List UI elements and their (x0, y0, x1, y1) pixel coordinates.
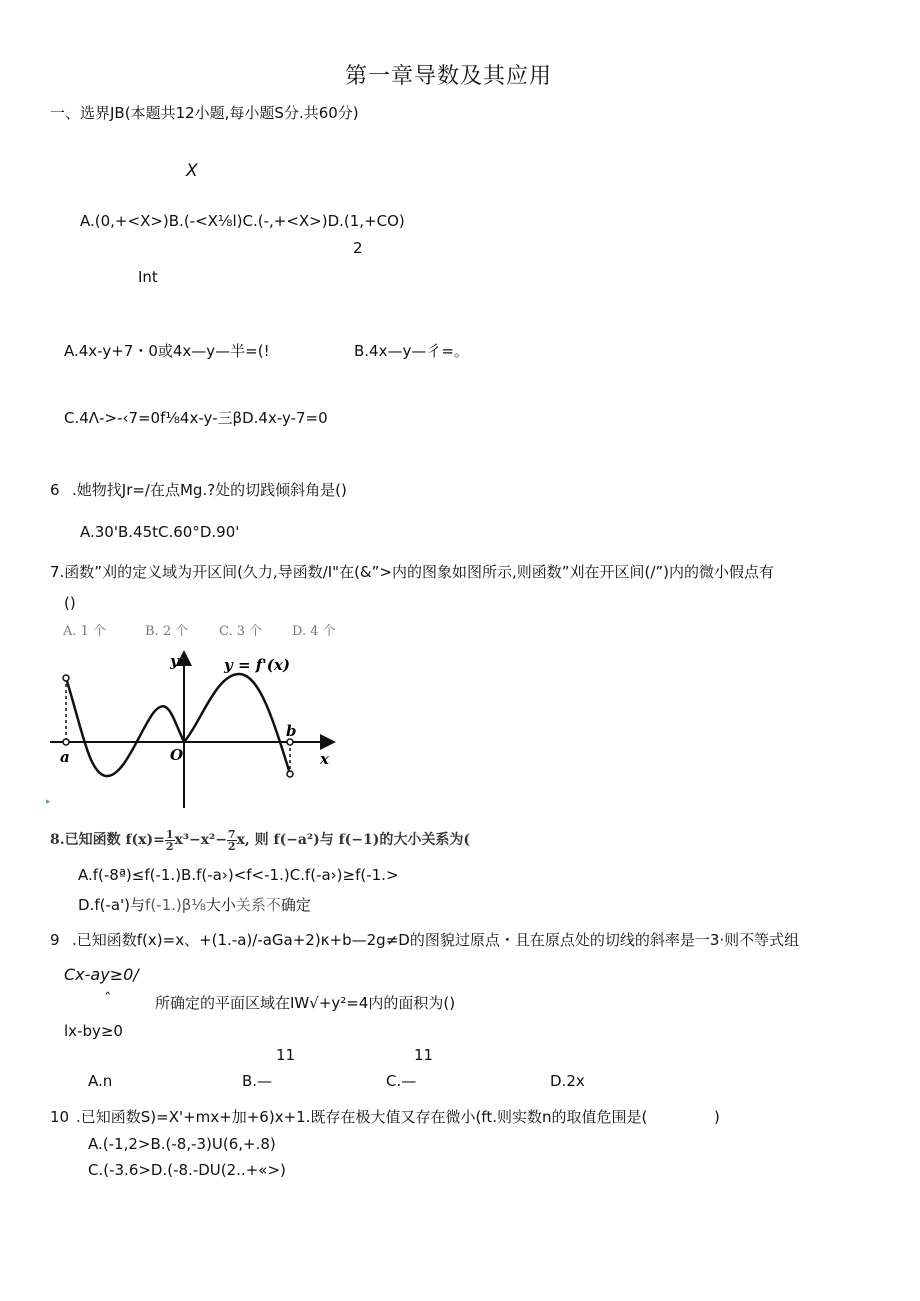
q10-options-line2: C.(-3.6>D.(-8.-DU(2..+«>) (88, 1161, 286, 1179)
endpoint-a-axis (63, 739, 69, 745)
q9-system-line2: lx-by≥0 (64, 1022, 123, 1040)
derivative-graph (44, 644, 344, 812)
q9-caret: ˆ (104, 990, 112, 1008)
q6-text: .她物找Jr=/在点Mg.?处的切践倾斜角是() (72, 481, 347, 499)
q8-d-part5: 确定 (280, 896, 311, 914)
q9-option-d: D.2x (550, 1072, 585, 1090)
section-heading: 一、选界JB(本题共12小题,每小题S分.共60分) (50, 104, 359, 122)
q9-eleven-b: 11 (276, 1046, 296, 1064)
x-mark: X (186, 161, 198, 181)
x-axis-label: x (320, 750, 329, 768)
q9-option-a: A.n (88, 1072, 113, 1090)
q9-number: 9 (50, 931, 60, 949)
q7-option-a: A. 1 个 (63, 624, 107, 639)
curve-label: y = f'(x) (224, 656, 290, 674)
page-title: 第一章导数及其应用 (345, 64, 553, 89)
q10-close-paren: ) (714, 1108, 720, 1126)
q8-mid: x³−x²− (174, 832, 227, 848)
question-options-a: A.(0,+<X>)B.(-<X⅛l)C.(-,+<X>)D.(1,+CO) (80, 212, 405, 230)
q9-text: .已知函数f(x)=x、+(1.-a)/-aGa+2)κ+b—2g≠D的图貌过原点・且在原点处的切线的斜率是一3·则不等式组 (72, 931, 800, 949)
q8-d-part1: D.f(-a')与 (78, 896, 146, 914)
q9-eleven-c: 11 (414, 1046, 434, 1064)
q8-frac1-num: 1 (165, 827, 174, 841)
endpoint-a-top (63, 675, 69, 681)
fraction-two: 2 (353, 239, 363, 257)
int-fragment: Int (138, 268, 158, 286)
q8-options-line2 (78, 896, 311, 914)
q10-text: .已知函数S)=X'+mx+加+6)x+1.既存在极大值又存在微小(ft.则实数n的取值危围是( (76, 1108, 648, 1126)
b-label: b (286, 722, 297, 740)
q5-option-cd: C.4Λ->-‹7=0f⅛4x-y-三βD.4x-y-7=0 (64, 409, 328, 427)
q8-frac1-den: 2 (165, 839, 174, 853)
q7-text: 7.函数”刈的定义域为开区间(久力,导函数/I"在(&”>内的图象如图所示,则函数”刈在开区间(/”)内的微小假点有 (50, 563, 775, 581)
q8-fraction-2 (227, 829, 237, 852)
q8-frac2-den: 2 (227, 839, 236, 853)
q9-system-text: 所确定的平面区域在IW√+y²=4内的面积为() (155, 994, 456, 1012)
q6-options: A.30'B.45tC.60°D.90' (80, 523, 240, 541)
q10-options-line1: A.(-1,2>B.(-8,-3)U(6,+.8) (88, 1135, 276, 1153)
q5-option-a: A.4x-y+7・0或4x—y—半=(! (64, 342, 270, 360)
q7-option-c: C. 3 个 (219, 624, 263, 639)
q8-suffix: x, 则 f(−a²)与 f(−1)的大小关系为( (236, 832, 470, 848)
q8-frac2-num: 7 (227, 827, 236, 841)
q7-option-b: B. 2 个 (145, 624, 189, 639)
origin-label: O (170, 746, 184, 764)
q5-option-b: B.4x—y—彳=。 (354, 342, 469, 360)
q9-option-b: B.— (242, 1072, 273, 1090)
q8-d-part2: f(-1.)β⅛ (145, 896, 206, 914)
endpoint-b-bottom (287, 771, 293, 777)
q8-fraction-1 (165, 829, 175, 852)
corner-mark: ▸ (46, 797, 51, 807)
q7-option-d: D. 4 个 (292, 624, 336, 639)
y-axis-label: y (170, 652, 179, 670)
q6-number: 6 (50, 481, 60, 499)
q8-stem (50, 825, 470, 855)
q8-d-part4: 关系不 (235, 896, 281, 914)
q8-d-part3: 大小 (205, 896, 236, 914)
q9-system-line1: Cx-ay≥0/ (64, 965, 139, 984)
a-label: a (60, 748, 70, 766)
q7-paren: () (64, 594, 76, 612)
q8-prefix: 8.已知函数 f(x)= (50, 832, 165, 848)
q10-number: 10 (50, 1108, 70, 1126)
q9-option-c: C.— (386, 1072, 417, 1090)
q8-options-line1: A.f(-8ª)≤f(-1.)B.f(-a›)<f<-1.)C.f(-a›)≥f(-1.> (78, 866, 399, 884)
